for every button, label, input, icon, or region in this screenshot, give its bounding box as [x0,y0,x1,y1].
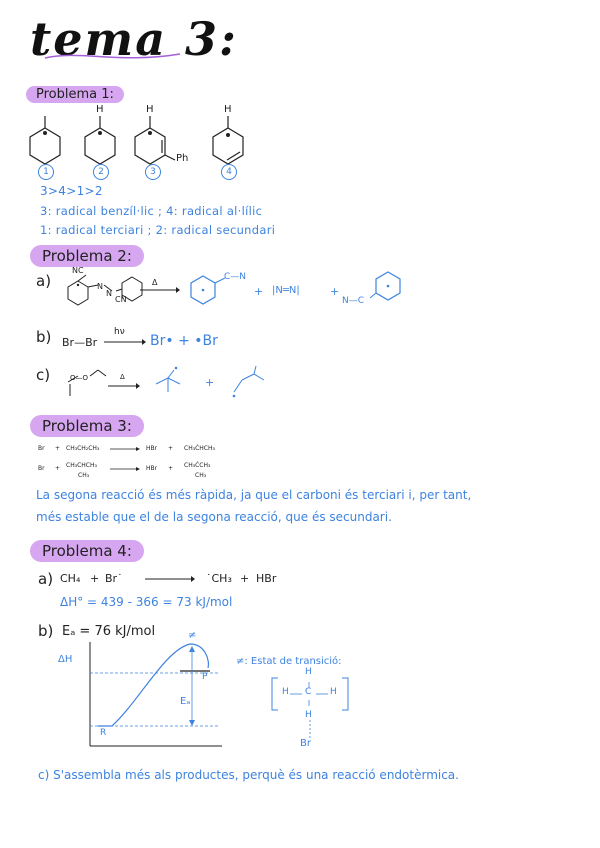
ts-br: Br [300,738,311,749]
circled-number-2: 2 [93,164,109,180]
circled-number-1: 1 [38,164,54,180]
diagram-p-label: P [202,672,208,682]
r1-plus-2: + [168,445,174,452]
problem-4-heading: Problema 4: [30,540,144,562]
r2-sub: CH₃ [78,472,90,479]
radical-line-1: 3: radical benzíl·lic ; 4: radical al·lílic [40,204,263,218]
c-n-label: C—N [224,272,247,282]
ts-h-right: H [330,687,337,697]
diagram-ts-symbol: ≠ [188,630,197,641]
ts-h-top: H [305,667,312,677]
diagram-ea-label: Eₐ [180,696,191,707]
h-label-3: H [146,104,154,115]
ts-h-mid: H [305,710,312,720]
r2-hbr: HBr [146,465,158,472]
p4-plus: + [90,572,100,585]
diagram-r-label: R [100,728,107,738]
plus-c: + [205,376,215,389]
page-title: tema 3: [30,12,238,66]
molecule-3 [135,116,175,164]
bromine-radicals: Br• + •Br [150,333,218,349]
molecule-4 [213,116,243,164]
molecule-2 [85,116,115,164]
arrow-a-label: Δ [152,278,158,287]
title-underline [40,40,190,70]
r1-arrow [110,445,140,453]
r2-arrow [110,465,140,473]
energy-diagram [70,640,230,750]
r2-plus: + [55,465,61,472]
p4-plus-2: + [240,572,250,585]
r2-br: Br [38,465,45,472]
ts-c: C [305,687,312,697]
p2-c-label: c) [36,366,51,384]
r1-plus: + [55,445,61,452]
r2-radical: CH₃ĊCH₃ [184,462,211,469]
activation-energy: Eₐ = 76 kJ/mol [62,624,156,639]
n2-gas: |N═N| [272,285,300,296]
diagram-y-label: ΔH [58,654,73,665]
r1-hbr: HBr [146,445,158,452]
radical-line-2: 1: radical terciari ; 2: radical secundari [40,223,276,237]
arrow-a [140,285,180,295]
plus-a-2: + [330,285,340,298]
arrow-c [108,381,140,391]
p4-c-text: c) S'assembla més als productes, perquè és una reacció endotèrmica. [38,768,459,782]
n-label-1: N [97,282,103,291]
n-c-label: N—C [342,296,365,306]
circled-number-3: 3 [145,164,161,180]
p4-arrow [145,574,195,584]
plus-a-1: + [254,285,264,298]
ts-dashed-bond [306,720,314,740]
ch4: CH₄ [60,572,81,585]
delta-h: ΔH° = 439 - 366 = 73 kJ/mol [60,595,233,609]
arrow-c-label: Δ [120,373,125,381]
ts-title: ≠: Estat de transició: [236,656,342,667]
h-label-4: H [224,104,232,115]
p3-text-line-1: La segona reacció és més ràpida, ja que el carboni és terciari i, per tant, [36,488,472,502]
ts-h-left: H [282,687,289,697]
arrow-b [104,337,146,347]
ph-label: Ph [176,153,189,164]
problem-1-heading: Problema 1: [26,86,124,103]
molecule-1 [30,116,60,164]
arrow-b-label: hν [114,327,125,337]
p3-text-line-2: més estable que el de la segona reacció, que és secundari. [36,510,392,524]
peroxide-reactant [64,366,112,402]
peroxide-label: O—O [70,374,89,382]
hbr: HBr [256,572,277,585]
r1-reactant: CH₃CH₂CH₃ [66,445,100,452]
radical-order: 3>4>1>2 [40,184,103,198]
nc-label: NC [72,266,84,275]
r2-sub-2: CH₃ [195,472,207,479]
br-br-reactant: Br—Br [62,336,98,349]
n-label-2: N [106,289,112,298]
problem-3-heading: Problema 3: [30,415,144,437]
problem-2-heading: Problema 2: [30,245,144,267]
p2-b-label: b) [36,328,52,346]
r1-radical: CH₃ĊHCH₃ [184,445,215,452]
p2-a-label: a) [36,272,52,290]
r1-br: Br [38,445,45,452]
radical-product-2 [360,268,410,308]
h-label-2: H [96,104,104,115]
br-radical: Br˙ [105,572,123,585]
circled-number-4: 4 [221,164,237,180]
r2-plus-2: + [168,465,174,472]
methyl-radical: ˙CH₃ [206,572,232,585]
p4-a-label: a) [38,570,54,588]
p4-b-label: b) [38,622,54,640]
cn-label: CN [115,295,127,304]
r2-reactant: CH₃CHCH₃ [66,462,97,469]
